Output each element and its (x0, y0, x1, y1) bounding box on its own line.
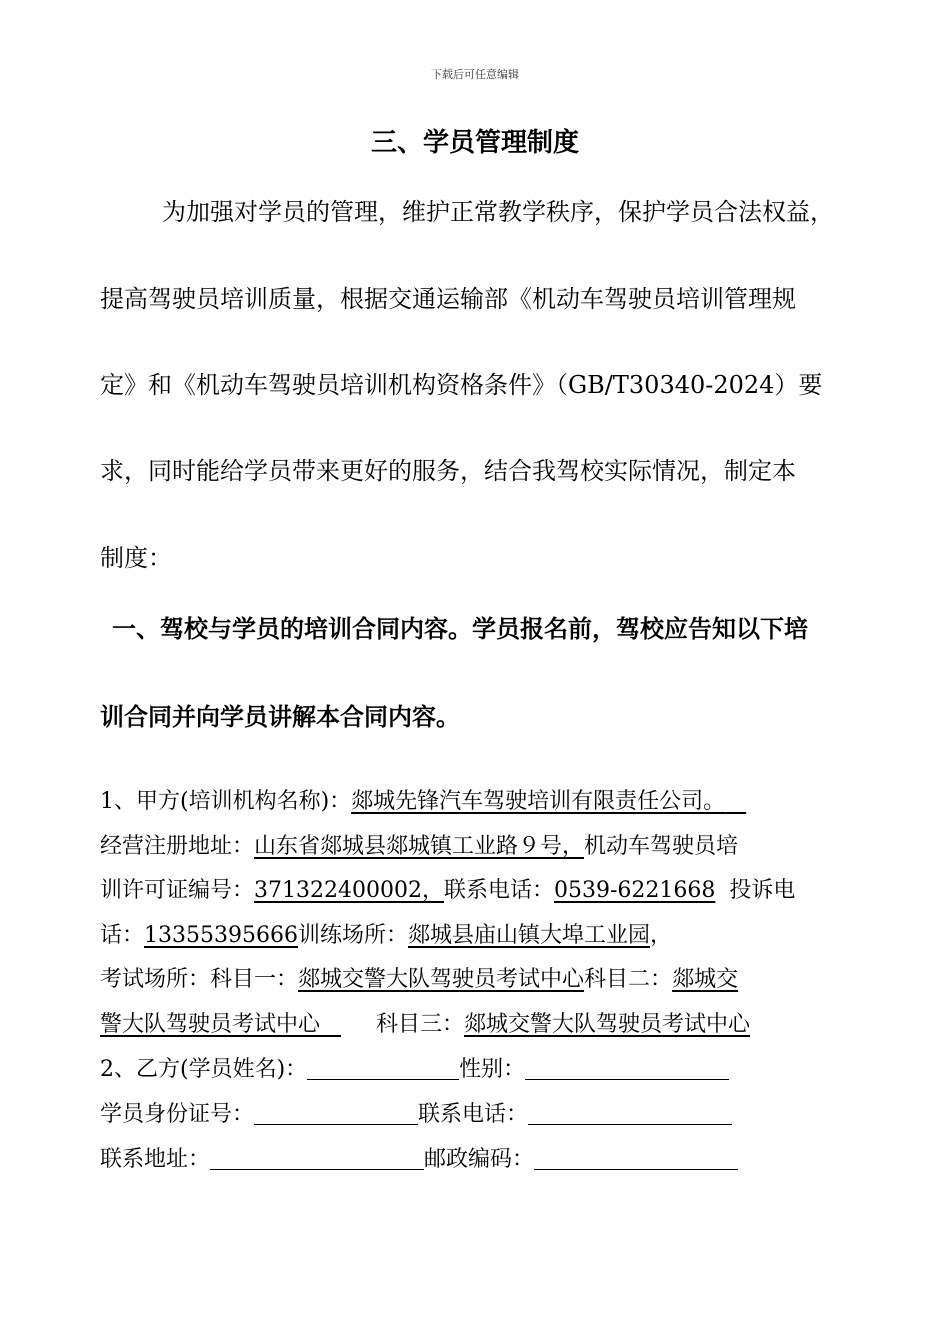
party-a-license-label-2: 训许可证编号： (100, 878, 255, 903)
party-a-subject1-value: 郯城交警大队驾驶员考试中心 (298, 967, 585, 992)
party-a-subject2-value-2: 警大队驾驶员考试中心 (100, 1012, 321, 1037)
party-b-address-row (100, 1146, 738, 1174)
party-b-phone-label: 联系电话： (418, 1102, 529, 1127)
party-b-name-row (100, 1056, 729, 1084)
party-b-name-label: 2、乙方(学员姓名)： (100, 1057, 308, 1082)
party-a-complaint-row (100, 922, 672, 950)
party-a-exam-row (100, 966, 738, 994)
party-a-license-row (100, 877, 795, 905)
party-a-license-label-1: 机动车驾驶员培 (584, 834, 739, 859)
party-b-postcode-label: 邮政编码： (424, 1147, 535, 1172)
party-a-name-label: 1、甲方(培训机构名称)： (100, 789, 352, 814)
party-a-phone-value: 0539-6221668 (554, 878, 716, 903)
party-b-name-field[interactable] (307, 1057, 459, 1080)
intro-line-3: 定》和《机动车驾驶员培训机构资格条件》（GB/T30340-2024）要 (100, 371, 823, 399)
intro-line-5: 制度： (100, 544, 172, 572)
section1-line-2: 训合同并向学员讲解本合同内容。 (100, 703, 460, 731)
party-a-address-row (100, 833, 738, 861)
party-a-training-site-value: 郯城县庙山镇大埠工业园 (408, 923, 651, 948)
party-a-training-site-label: 训练场所： (297, 923, 408, 948)
party-a-address-value: 山东省郯城县郯城镇工业路９号， (254, 834, 585, 859)
party-b-gender-field[interactable] (525, 1057, 729, 1080)
party-b-id-label: 学员身份证号： (100, 1102, 255, 1127)
section1-line-1: 一、驾校与学员的培训合同内容。学员报名前，驾校应告知以下培 (112, 615, 808, 643)
party-b-address-field[interactable] (210, 1147, 424, 1170)
party-a-license-value: 371322400002， (254, 878, 444, 903)
party-a-complaint-label-2: 话： (100, 923, 145, 948)
intro-line-4: 求，同时能给学员带来更好的服务，结合我驾校实际情况，制定本 (100, 457, 796, 485)
party-a-subject3-value: 郯城交警大队驾驶员考试中心 (463, 1012, 750, 1037)
party-b-phone-field[interactable] (528, 1102, 732, 1125)
party-a-address-label: 经营注册地址： (100, 834, 255, 859)
party-b-address-label: 联系地址： (100, 1147, 211, 1172)
party-a-exam-label: 考试场所： (100, 967, 211, 992)
party-a-subject3-label: 科目三： (375, 1012, 464, 1037)
party-a-subject2-value-1: 郯城交 (672, 967, 739, 992)
party-b-postcode-field[interactable] (534, 1147, 738, 1170)
party-a-subject2-label: 科目二： (584, 967, 673, 992)
party-a-name-row (100, 788, 746, 816)
party-a-subject1-label: 科目一： (210, 967, 299, 992)
intro-line-1: 为加强对学员的管理，维护正常教学秩序，保护学员合法权益， (162, 198, 834, 226)
party-a-complaint-label-1: 投诉电 (729, 878, 796, 903)
party-a-phone-label: 联系电话： (443, 878, 554, 903)
party-a-name-value: 郯城先锋汽车驾驶培训有限责任公司。 (351, 789, 726, 814)
party-b-gender-label: 性别： (459, 1057, 526, 1082)
page-title: 三、学员管理制度 (370, 128, 579, 158)
party-b-id-field[interactable] (254, 1102, 418, 1125)
page-header: 下载后可任意编辑 (431, 68, 519, 81)
party-a-exam-row-2 (100, 1011, 750, 1039)
party-a-training-site-end: ， (650, 923, 673, 948)
intro-line-2: 提高驾驶员培训质量，根据交通运输部《机动车驾驶员培训管理规 (100, 285, 796, 313)
party-b-id-row (100, 1101, 732, 1129)
party-a-complaint-value: 13355395666 (144, 923, 298, 948)
